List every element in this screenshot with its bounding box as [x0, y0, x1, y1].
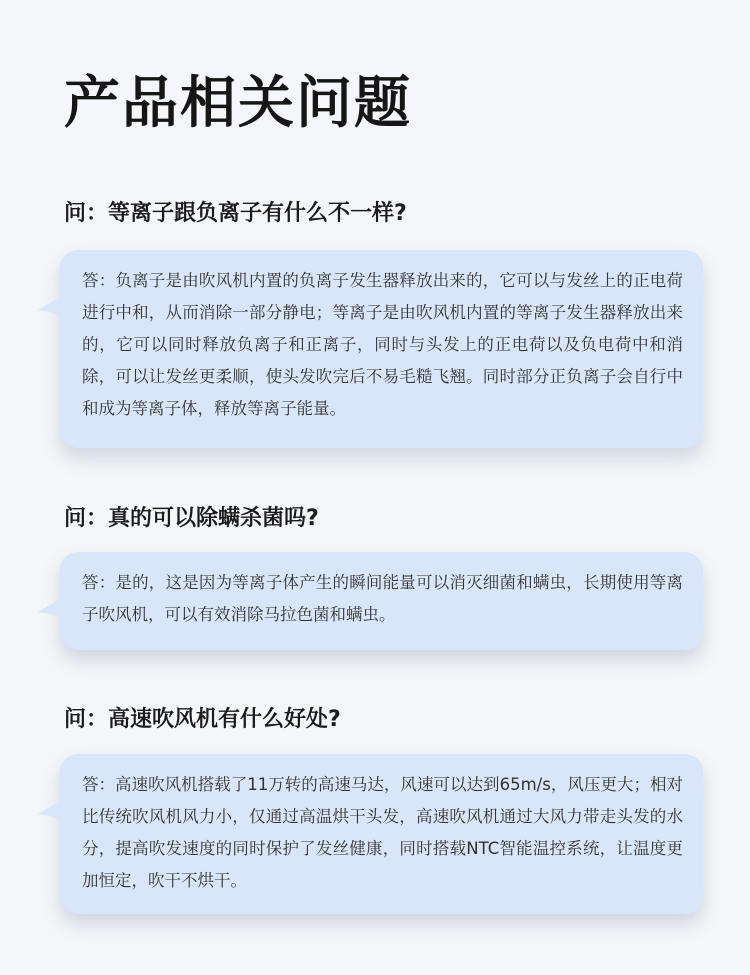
faq-answer-3: 答：高速吹风机搭载了11万转的高速马达，风速可以达到65m/s，风压更大；相对比传统吹风机风力小，仅通过高温烘干头发，高速吹风机通过大风力带走头发的水分，提高吹发速度的同时保护了发丝健康，同时搭载NTC智能温控系统，让温度更加恒定，吹干不烘干。: [82, 775, 683, 890]
faq-question-3: 问：高速吹风机有什么好处?: [64, 707, 341, 732]
faq-answer-1: 答：负离子是由吹风机内置的负离子发生器释放出来的，它可以与发丝上的正电荷进行中和，从而消除一部分静电；等离子是由吹风机内置的等离子发生器释放出来的，它可以同时释放负离子和正离子，同时与头发上的正电荷以及负电荷中和消除，可以让发丝更柔顺，使头发吹完后不易毛糙飞翘。同时部分正负离子会自行中和成为等离子体，释放等离子能量。: [82, 271, 683, 418]
faq-answer-2: 答：是的，这是因为等离子体产生的瞬间能量可以消灭细菌和螨虫，长期使用等离子吹风机，可以有效消除马拉色菌和螨虫。: [82, 573, 683, 624]
faq-answer-bubble-3: [60, 754, 703, 914]
page-title: 产品相关问题: [64, 71, 412, 136]
faq-answer-bubble-2: [60, 552, 703, 650]
faq-question-1: 问：等离子跟负离子有什么不一样?: [64, 201, 407, 226]
faq-question-2: 问：真的可以除螨杀菌吗?: [64, 506, 319, 531]
faq-answer-bubble-1: [60, 250, 703, 448]
